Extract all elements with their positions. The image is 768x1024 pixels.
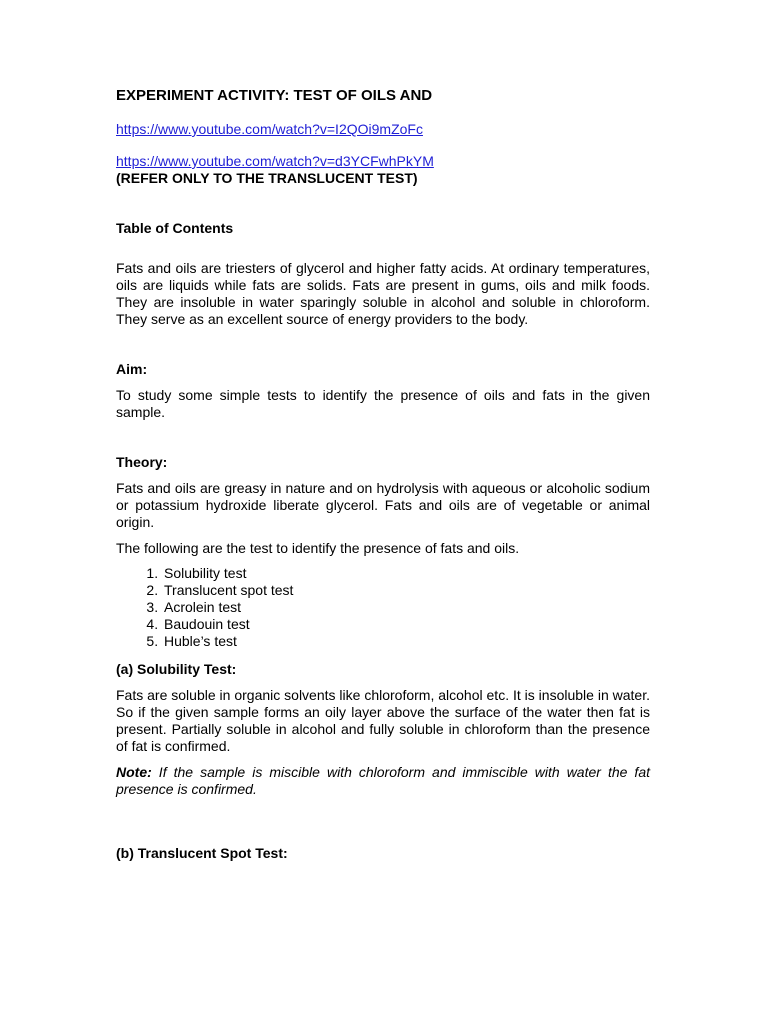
note-paragraph [116,764,650,798]
theory-paragraph: Fats and oils are greasy in nature and on hydrolysis with aqueous or alcoholic sodium or potassium hydroxide liberate glycerol. Fats and oils are of vegetable or animal origin. [116,480,650,530]
tests-intro: The following are the test to identify the presence of fats and oils. [116,540,520,556]
intro-paragraph: Fats and oils are triesters of glycerol and higher fatty acids. At ordinary temperatures, oils are liquids while fats are solids. Fats are present in gums, oils and milk foods. They are insoluble in water sparingly soluble in alcohol and soluble in chloroform. They serve as an excellent source of energy providers to the body. [116,260,650,327]
document-title: EXPERIMENT ACTIVITY: TEST OF OILS AND [116,87,433,104]
translucent-heading: (b) Translucent Spot Test: [116,845,288,861]
list-item: 4. Baudouin test [162,616,650,633]
note-text: If the sample is miscible with chloroform and immiscible with water the fat presence is confirmed. [116,764,650,797]
toc-heading: Table of Contents [116,220,234,236]
refer-note: (REFER ONLY TO THE TRANSLUCENT TEST) [116,170,418,186]
youtube-link-1[interactable]: https://www.youtube.com/watch?v=I2QOi9mZoFc [116,121,423,137]
note-label: Note: [116,764,152,780]
solubility-paragraph: Fats are soluble in organic solvents like chloroform, alcohol etc. It is insoluble in water. So if the given sample forms an oily layer above the surface of the water then fat is present. Partially soluble in alcohol and fully soluble in chloroform than the presence of fat is confirmed. [116,687,650,754]
list-item: 1. Solubility test [162,565,650,582]
document-content [116,86,650,862]
aim-heading: Aim: [116,361,148,377]
list-item: 2. Translucent spot test [162,582,650,599]
theory-heading: Theory: [116,454,168,470]
youtube-link-2[interactable]: https://www.youtube.com/watch?v=d3YCFwhPkYM [116,153,434,169]
tests-list [116,565,650,650]
aim-paragraph: To study some simple tests to identify the presence of oils and fats in the given sample. [116,387,650,420]
list-item: 5. Huble’s test [162,633,650,650]
list-item: 3. Acrolein test [162,599,650,616]
solubility-heading: (a) Solubility Test: [116,661,237,677]
